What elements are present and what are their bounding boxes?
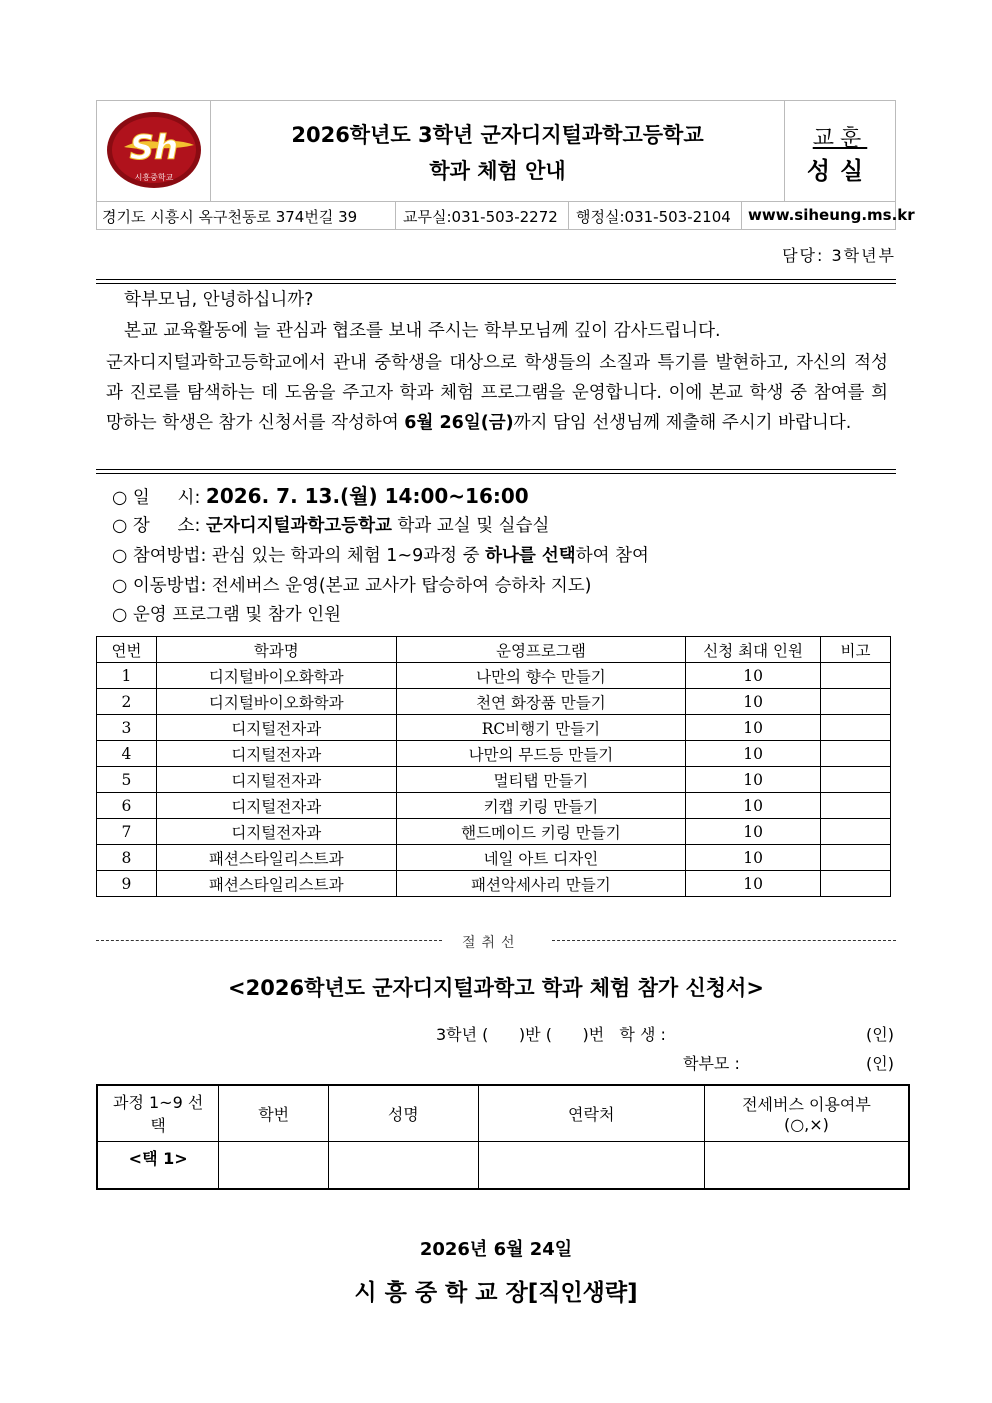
cell-max: 10 — [686, 845, 821, 871]
cell-program: 패션악세사리 만들기 — [396, 871, 686, 897]
motto-cell — [785, 101, 895, 201]
detail-transport: ○ 이동방법: 전세버스 운영(본교 교사가 탑승하여 승하차 지도) — [112, 576, 592, 596]
cell-max: 10 — [686, 793, 821, 819]
cell-max: 10 — [686, 689, 821, 715]
doc-title-line1: 2026학년도 3학년 군자디지털과학고등학교 — [291, 123, 704, 147]
cell-no: 7 — [97, 819, 157, 845]
cell-program: 나만의 향수 만들기 — [396, 663, 686, 689]
cell-program: 네일 아트 디자인 — [396, 845, 686, 871]
table-row — [97, 741, 891, 767]
cell-dept: 디지털전자과 — [156, 715, 396, 741]
cell-no: 6 — [97, 793, 157, 819]
svg-text:Sh: Sh — [129, 128, 179, 168]
website-link[interactable]: www.siheung.ms.kr — [748, 206, 915, 224]
detail-program: ○ 운영 프로그램 및 참가 인원 — [112, 605, 342, 625]
cell-program: 핸드메이드 키링 만들기 — [396, 819, 686, 845]
apply-input-row — [97, 1141, 909, 1189]
cell-note — [821, 715, 891, 741]
col-header: 신청 최대 인원 — [686, 637, 821, 663]
divider-mid — [96, 469, 896, 474]
cell-max: 10 — [686, 663, 821, 689]
student-seal: (인) — [866, 1025, 894, 1044]
cell-note — [821, 793, 891, 819]
cell-no: 3 — [97, 715, 157, 741]
col-header: 과정 1~9 선택 — [97, 1085, 219, 1141]
cell-no: 1 — [97, 663, 157, 689]
cut-line-label: 절취선 — [462, 935, 521, 951]
bus-cell[interactable] — [704, 1141, 909, 1189]
cell-no: 8 — [97, 845, 157, 871]
cell-dept: 디지털전자과 — [156, 741, 396, 767]
cell-note — [821, 845, 891, 871]
admin-phone: 행정실:031-503-2104 — [576, 208, 731, 226]
title-cell — [211, 101, 785, 201]
issue-date: 2026년 6월 24일 — [419, 1239, 573, 1260]
detail-method: ○ 참여방법: 관심 있는 학과의 체험 1~9과정 중 하나를 선택하여 참여 — [112, 546, 649, 566]
choice-cell[interactable]: <택 1> — [97, 1141, 219, 1189]
office-phone: 교무실:031-503-2272 — [403, 208, 558, 226]
cell-no: 9 — [97, 871, 157, 897]
cell-no: 2 — [97, 689, 157, 715]
cell-dept: 디지털전자과 — [156, 793, 396, 819]
table-row — [97, 689, 891, 715]
logo-cell — [97, 101, 211, 201]
cell-program: 나만의 무드등 만들기 — [396, 741, 686, 767]
cell-program: 천연 화장품 만들기 — [396, 689, 686, 715]
table-row — [97, 767, 891, 793]
cell-dept: 디지털바이오화학과 — [156, 689, 396, 715]
col-header: 전세버스 이용여부 (○,×) — [704, 1085, 909, 1141]
cell-max: 10 — [686, 767, 821, 793]
cut-dash-left — [96, 940, 442, 941]
principal-signature: 시 흥 중 학 교 장[직인생략] — [354, 1280, 638, 1306]
cell-max: 10 — [686, 819, 821, 845]
detail-place: ○ 장 소: 군자디지털과학고등학교 학과 교실 및 실습실 — [112, 516, 550, 536]
table-row — [97, 871, 891, 897]
cell-program: RC비행기 만들기 — [396, 715, 686, 741]
cell-note — [821, 689, 891, 715]
cell-max: 10 — [686, 715, 821, 741]
contact-cell[interactable] — [478, 1141, 704, 1189]
cell-dept: 디지털전자과 — [156, 767, 396, 793]
detail-date: ○ 일 시: 2026. 7. 13.(월) 14:00~16:00 — [112, 484, 529, 508]
table-header-row — [97, 637, 891, 663]
motto-value: 성실 — [806, 157, 874, 185]
cell-program: 키캡 키링 만들기 — [396, 793, 686, 819]
divider-top — [96, 279, 896, 284]
address: 경기도 시흥시 옥구천동로 374번길 39 — [102, 208, 358, 226]
student-line: 3학년 ( )반 ( )번 학 생 : — [436, 1025, 666, 1044]
col-header: 운영프로그램 — [396, 637, 686, 663]
parent-label: 학부모 : — [683, 1054, 740, 1073]
col-header: 비고 — [821, 637, 891, 663]
student-id-cell[interactable] — [219, 1141, 329, 1189]
deadline: 6월 26일(금) — [404, 413, 514, 433]
contact-row — [97, 201, 915, 230]
application-table — [96, 1084, 910, 1190]
form-title: <2026학년도 군자디지털과학고 학과 체험 참가 신청서> — [228, 976, 764, 1000]
doc-title-line2: 학과 체험 안내 — [429, 159, 566, 183]
cell-program: 멀티탭 만들기 — [396, 767, 686, 793]
apply-header-row — [97, 1085, 909, 1141]
cell-dept: 패션스타일리스트과 — [156, 871, 396, 897]
cell-dept: 패션스타일리스트과 — [156, 845, 396, 871]
cell-max: 10 — [686, 741, 821, 767]
table-row — [97, 819, 891, 845]
table-row — [97, 663, 891, 689]
motto-label: 교훈 — [812, 126, 868, 151]
table-row — [97, 793, 891, 819]
school-logo-icon — [104, 109, 204, 191]
greeting: 학부모님, 안녕하십니까? — [124, 290, 314, 310]
table-row — [97, 715, 891, 741]
cut-dash-right — [552, 940, 896, 941]
cell-note — [821, 663, 891, 689]
cell-note — [821, 819, 891, 845]
col-header: 연락처 — [478, 1085, 704, 1141]
intro-body: 군자디지털과학고등학교에서 관내 중학생을 대상으로 학생들의 소질과 특기를 발현하고, 자신의 적성과 진로를 탐색하는 데 도움을 주고자 학과 체험 프로그램을 운영합니다. 이에 본교 학생 중 참여를 희망하는 학생은 참가 신청서를 작성하여 6월 26일(금)까지 담임 선생님께 제출해 주시기 바랍니다. — [106, 353, 888, 433]
name-cell[interactable] — [329, 1141, 479, 1189]
cell-dept: 디지털전자과 — [156, 819, 396, 845]
cell-no: 4 — [97, 741, 157, 767]
intro-line2: 본교 교육활동에 늘 관심과 협조를 보내 주시는 학부모님께 깊이 감사드립니다. — [124, 321, 721, 341]
charge-label: 담당: 3학년부 — [782, 246, 896, 265]
svg-text:시흥중학교: 시흥중학교 — [134, 173, 174, 182]
cell-max: 10 — [686, 871, 821, 897]
cell-note — [821, 767, 891, 793]
table-row — [97, 845, 891, 871]
parent-seal: (인) — [866, 1054, 894, 1073]
cell-note — [821, 871, 891, 897]
cell-note — [821, 741, 891, 767]
program-table — [96, 636, 891, 897]
col-header: 연번 — [97, 637, 157, 663]
col-header: 학과명 — [156, 637, 396, 663]
col-header: 학번 — [219, 1085, 329, 1141]
cell-no: 5 — [97, 767, 157, 793]
cell-dept: 디지털바이오화학과 — [156, 663, 396, 689]
col-header: 성명 — [329, 1085, 479, 1141]
letterhead — [96, 100, 915, 230]
